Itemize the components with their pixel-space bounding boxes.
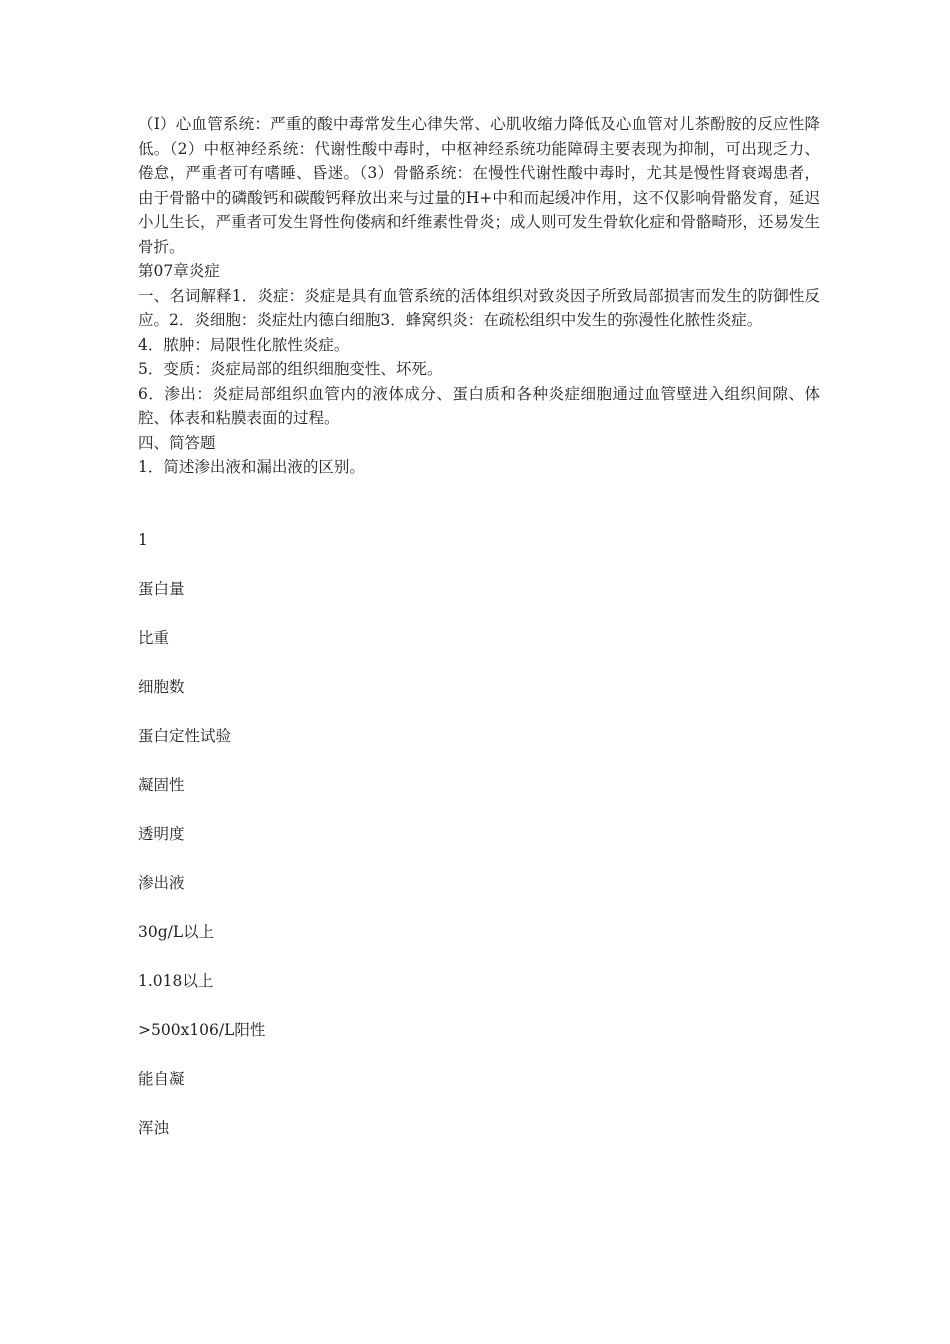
table-cell: 细胞数 bbox=[138, 677, 185, 696]
spacer bbox=[138, 480, 820, 528]
paragraph-definitions: 一、名词解释1．炎症：炎症是具有血管系统的活体组织对致炎因子所致局部损害而发生的防御性反应。2．炎细胞：炎症灶内德白细胞3．蜂窝织炎：在疏松组织中发生的弥漫性化脓性炎症。 bbox=[138, 286, 820, 329]
table-cell: 蛋白量 bbox=[138, 579, 185, 598]
comparison-table-cells bbox=[138, 528, 820, 1140]
paragraph-acidosis-effects: （I）心血管系统：严重的酸中毒常发生心律失常、心肌收缩力降低及心血管对儿茶酚胺的反应性降低。（2）中枢神经系统：代谢性酸中毒时，中枢神经系统功能障碍主要表现为抑制，可出现乏力、倦怠，严重者可有嗜睡、昏迷。（3）骨骼系统：在慢性代谢性酸中毒时，尤其是慢性肾衰竭患者，由于骨骼中的磷酸钙和碳酸钙释放出来与过量的H+中和而起缓冲作用，这不仅影响骨骼发育，延迟小儿生长，严重者可发生肾性佝偻病和纤维素性骨炎；成人则可发生骨软化症和骨骼畸形，还易发生骨折。 bbox=[138, 115, 821, 256]
document-page bbox=[138, 112, 820, 1165]
table-cell: 能自凝 bbox=[138, 1069, 185, 1088]
chapter-heading: 第07章炎症 bbox=[138, 262, 220, 280]
question-1: 1．简述渗出液和漏出液的区别。 bbox=[138, 458, 365, 476]
paragraph-exudation: 6．渗出：炎症局部组织血管内的液体成分、蛋白质和各种炎症细胞通过血管壁进入组织间隙、体腔、体表和粘膜表面的过程。 bbox=[138, 384, 820, 427]
table-cell: 渗出液 bbox=[138, 873, 185, 892]
table-cell: >500x106/L阳性 bbox=[138, 1020, 266, 1039]
paragraph-alteration: 5．变质：炎症局部的组织细胞变性、坏死。 bbox=[138, 360, 443, 378]
paragraph-abscess: 4．脓肿：局限性化脓性炎症。 bbox=[138, 335, 350, 354]
table-cell: 比重 bbox=[138, 628, 170, 647]
table-cell: 1 bbox=[138, 530, 148, 549]
table-cell: 1.018以上 bbox=[138, 971, 214, 990]
table-cell: 凝固性 bbox=[138, 775, 185, 794]
table-cell: 30g/L以上 bbox=[138, 922, 215, 941]
section-heading-short-answer: 四、简答题 bbox=[138, 433, 216, 452]
table-cell: 透明度 bbox=[138, 824, 185, 843]
table-cell: 蛋白定性试验 bbox=[138, 726, 232, 745]
table-cell: 浑浊 bbox=[138, 1118, 170, 1137]
